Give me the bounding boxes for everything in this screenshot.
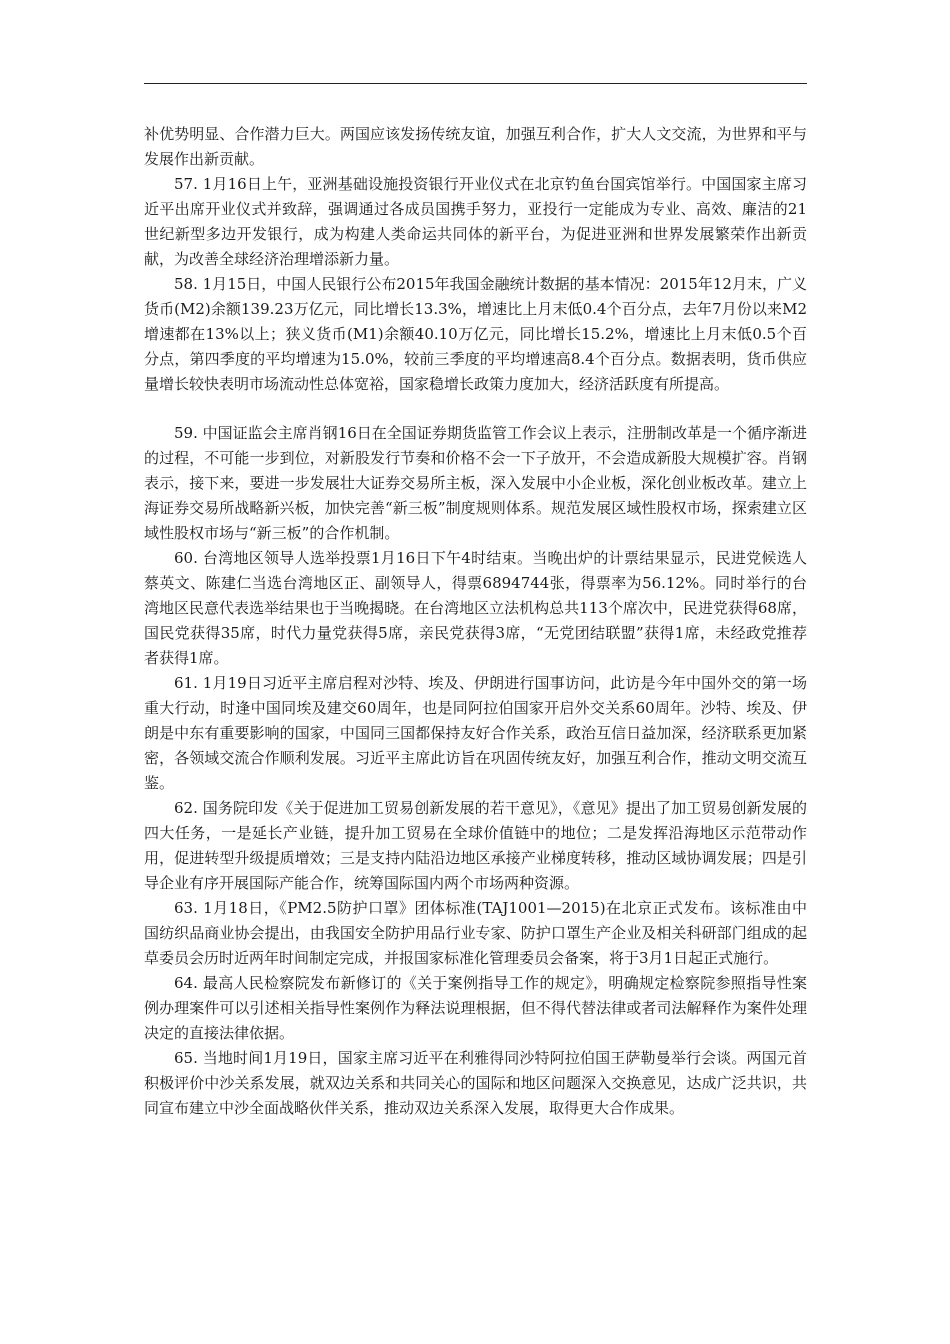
paragraph-item-58: 58. 1月15日，中国人民银行公布2015年我国金融统计数据的基本情况：2015年12月末，广义货币(M2)余额139.23万亿元，同比增长13.3%，增速比上月末低0.4个百分点，去年7月份以来M2增速都在13%以上；狭义货币(M1)余额40.10万亿元，同比增长15.2%，增速比上月末低0.5个百分点，第四季度的平均增速为15.0%，较前三季度的平均增速高8.4个百分点。数据表明，货币供应量增长较快表明市场流动性总体宽裕，国家稳增长政策力度加大，经济活跃度有所提高。 — [144, 275, 807, 393]
paragraph-item-63: 63. 1月18日，《PM2.5防护口罩》团体标准(TAJ1001—2015)在北京正式发布。该标准由中国纺织品商业协会提出，由我国安全防护用品行业专家、防护口罩生产企业及相关科研部门组成的起草委员会历时近两年时间制定完成，并报国家标准化管理委员会备案，将于3月1日起正式施行。 — [144, 899, 807, 967]
paragraph-gap — [144, 397, 807, 421]
paragraph-item-64: 64. 最高人民检察院发布新修订的《关于案例指导工作的规定》，明确规定检察院参照指导性案例办理案件可以引述相关指导性案例作为释法说理根据，但不得代替法律或者司法解释作为案件处理决定的直接法律依据。 — [144, 974, 807, 1042]
header-rule — [144, 83, 807, 84]
paragraph-item-62: 62. 国务院印发《关于促进加工贸易创新发展的若干意见》，《意见》提出了加工贸易创新发展的四大任务，一是延长产业链，提升加工贸易在全球价值链中的地位；二是发挥沿海地区示范带动作用，促进转型升级提质增效；三是支持内陆沿边地区承接产业梯度转移，推动区域协调发展；四是引导企业有序开展国际产能合作，统筹国际国内两个市场两种资源。 — [144, 799, 807, 892]
paragraph-item-57: 57. 1月16日上午，亚洲基础设施投资银行开业仪式在北京钓鱼台国宾馆举行。中国国家主席习近平出席开业仪式并致辞，强调通过各成员国携手努力，亚投行一定能成为专业、高效、廉洁的21世纪新型多边开发银行，成为构建人类命运共同体的新平台，为促进亚洲和世界发展繁荣作出新贡献，为改善全球经济治理增添新力量。 — [144, 175, 807, 268]
paragraph-item-60: 60. 台湾地区领导人选举投票1月16日下午4时结束。当晚出炉的计票结果显示，民进党候选人蔡英文、陈建仁当选台湾地区正、副领导人，得票6894744张，得票率为56.12%。同时举行的台湾地区民意代表选举结果也于当晚揭晓。在台湾地区立法机构总共113个席次中，民进党获得68席，国民党获得35席，时代力量党获得5席，亲民党获得3席，“无党团结联盟”获得1席，未经政党推荐者获得1席。 — [144, 549, 807, 667]
paragraph-continuation: 补优势明显、合作潜力巨大。两国应该发扬传统友谊，加强互利合作，扩大人文交流，为世界和平与发展作出新贡献。 — [144, 125, 807, 168]
document-body — [144, 122, 807, 1121]
paragraph-item-61: 61. 1月19日习近平主席启程对沙特、埃及、伊朗进行国事访问，此访是今年中国外交的第一场重大行动，时逢中国同埃及建交60周年，也是同阿拉伯国家开启外交关系60周年。沙特、埃及、伊朗是中东有重要影响的国家，中国同三国都保持友好合作关系，政治互信日益加深，经济联系更加紧密，各领域交流合作顺利发展。习近平主席此访旨在巩固传统友好，加强互利合作，推动文明交流互鉴。 — [144, 674, 807, 792]
paragraph-item-59: 59. 中国证监会主席肖钢16日在全国证券期货监管工作会议上表示，注册制改革是一个循序渐进的过程，不可能一步到位，对新股发行节奏和价格不会一下子放开，不会造成新股大规模扩容。肖钢表示，接下来，要进一步发展壮大证券交易所主板，深入发展中小企业板，深化创业板改革。建立上海证券交易所战略新兴板，加快完善“新三板”制度规则体系。规范发展区域性股权市场，探索建立区域性股权市场与“新三板”的合作机制。 — [144, 424, 807, 542]
paragraph-item-65: 65. 当地时间1月19日，国家主席习近平在利雅得同沙特阿拉伯国王萨勒曼举行会谈。两国元首积极评价中沙关系发展，就双边关系和共同关心的国际和地区问题深入交换意见，达成广泛共识，共同宣布建立中沙全面战略伙伴关系，推动双边关系深入发展，取得更大合作成果。 — [144, 1049, 807, 1117]
